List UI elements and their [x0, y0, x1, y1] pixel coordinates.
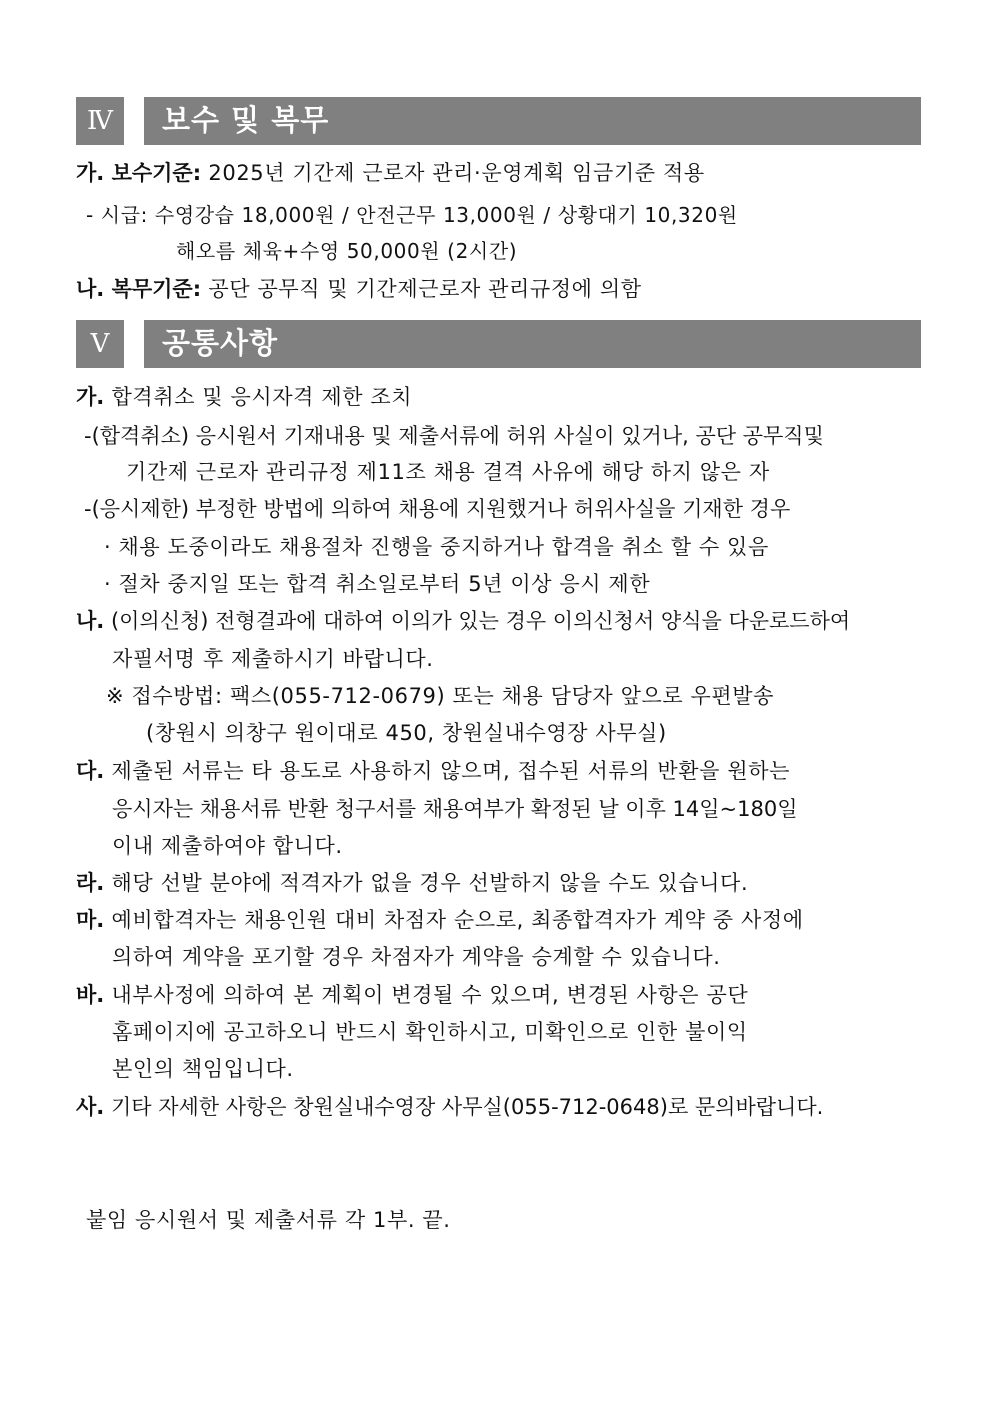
- item-da-text: 제출된 서류는 타 용도로 사용하지 않으며, 접수된 서류의 반환을 원하는: [104, 759, 790, 783]
- item-ra-text: 해당 선발 분야에 적격자가 없을 경우 선발하지 않을 수도 있습니다.: [104, 871, 749, 895]
- sunrise-wage-line: 해오름 체육+수영 50,000원 (2시간): [176, 239, 518, 263]
- item-ga-bullet1: · 채용 도중이라도 채용절차 진행을 중지하거나 합격을 취소 할 수 있음: [104, 535, 769, 559]
- item-ga-text: 합격취소 및 응시자격 제한 조치: [104, 385, 413, 409]
- pay-standard-text: 2025년 기간제 근로자 관리·운영계획 임금기준 적용: [201, 161, 705, 185]
- service-standard-text: 공단 공무직 및 기간제근로자 관리규정에 의함: [201, 277, 642, 301]
- item-sa-line1: [76, 1092, 823, 1122]
- item-na-text: (이의신청) 전형결과에 대하여 이의가 있는 경우 이의신청서 양식을 다운로드하여: [104, 609, 851, 633]
- item-da-line1: [76, 756, 790, 786]
- item-na-line1: [76, 606, 850, 636]
- service-standard-label: 나. 복무기준:: [76, 277, 202, 301]
- item-da-label: 다.: [76, 759, 105, 783]
- item-ma-text: 예비합격자는 채용인원 대비 차점자 순으로, 최종합격자가 계약 중 사정에: [104, 908, 804, 932]
- item-da-line3: 이내 제출하여야 합니다.: [112, 834, 343, 858]
- attachment-line: 붙임 응시원서 및 제출서류 각 1부. 끝.: [86, 1208, 451, 1232]
- item-ma-line2: 의하여 계약을 포기할 경우 차점자가 계약을 승계할 수 있습니다.: [112, 945, 721, 969]
- pay-standard-line: [76, 158, 705, 188]
- item-ra-label: 라.: [76, 871, 105, 895]
- item-ba-line3: 본인의 책임입니다.: [112, 1057, 294, 1081]
- item-ga-label: 가.: [76, 385, 105, 409]
- item-ga-bullet2: · 절차 중지일 또는 합격 취소일로부터 5년 이상 응시 제한: [104, 572, 651, 596]
- item-ba-label: 바.: [76, 983, 105, 1007]
- section-4-numeral: Ⅳ: [76, 97, 124, 145]
- item-ga-cancel-line2: 기간제 근로자 관리규정 제11조 채용 결격 사유에 해당 하지 않은 자: [126, 460, 770, 484]
- item-da-line2: 응시자는 채용서류 반환 청구서를 채용여부가 확정된 날 이후 14일~180일: [112, 797, 798, 821]
- item-ga-cancel-line1: -(합격취소) 응시원서 기재내용 및 제출서류에 허위 사실이 있거나, 공단 공무직및: [84, 424, 824, 448]
- item-ra-line1: [76, 868, 748, 898]
- item-na-note1: ※ 접수방법: 팩스(055-712-0679) 또는 채용 담당자 앞으로 우편발송: [106, 684, 775, 708]
- item-sa-label: 사.: [76, 1095, 105, 1119]
- service-standard-line: [76, 274, 642, 304]
- item-na-line2: 자필서명 후 제출하시기 바랍니다.: [112, 647, 434, 671]
- item-ga-restriction-line: -(응시제한) 부정한 방법에 의하여 채용에 지원했거나 허위사실을 기재한 경우: [84, 497, 791, 521]
- section-5-title: 공통사항: [144, 320, 921, 368]
- item-ga-heading: [76, 382, 412, 412]
- item-na-note2: (창원시 의창구 원이대로 450, 창원실내수영장 사무실): [146, 721, 667, 745]
- section-4-title: 보수 및 복무: [144, 97, 921, 145]
- item-ma-label: 마.: [76, 908, 105, 932]
- hourly-wage-line: - 시급: 수영강습 18,000원 / 안전근무 13,000원 / 상황대기 10,320원: [86, 203, 738, 227]
- item-ba-line1: [76, 980, 748, 1010]
- item-sa-text: 기타 자세한 사항은 창원실내수영장 사무실(055-712-0648)로 문의바랍니다.: [104, 1095, 824, 1119]
- item-na-label: 나.: [76, 609, 105, 633]
- item-ma-line1: [76, 905, 804, 935]
- section-5-numeral: Ⅴ: [76, 320, 124, 368]
- section-4-header: [76, 97, 921, 145]
- section-5-header: [76, 320, 921, 368]
- item-ba-line2: 홈페이지에 공고하오니 반드시 확인하시고, 미확인으로 인한 불이익: [112, 1020, 748, 1044]
- pay-standard-label: 가. 보수기준:: [76, 161, 202, 185]
- item-ba-text: 내부사정에 의하여 본 계획이 변경될 수 있으며, 변경된 사항은 공단: [104, 983, 749, 1007]
